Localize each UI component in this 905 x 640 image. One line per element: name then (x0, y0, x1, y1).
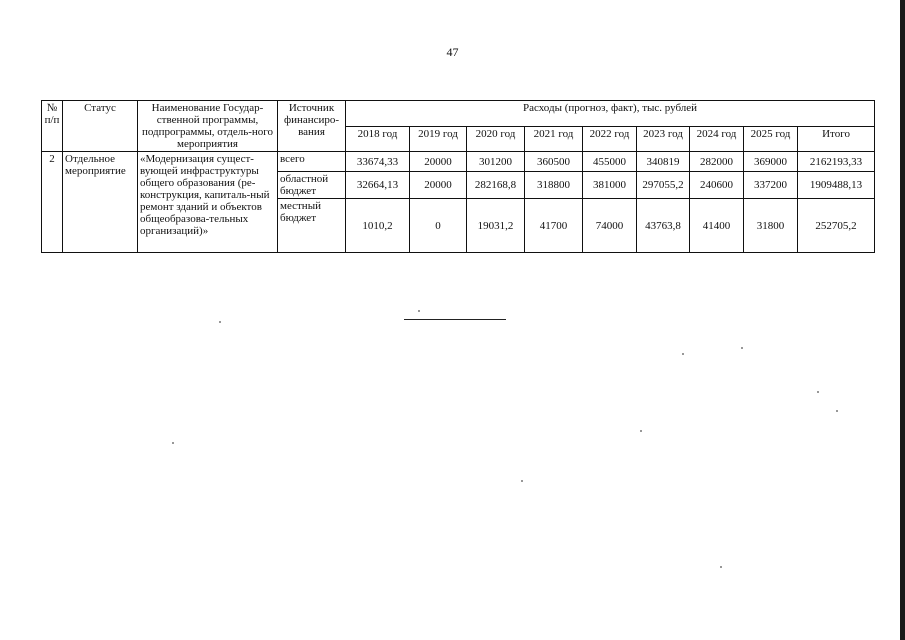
scan-right-edge (900, 0, 905, 640)
row-status: Отдельное мероприятие (63, 152, 138, 253)
header-year: 2025 год (744, 126, 798, 152)
header-expenses: Расходы (прогноз, факт), тыс. рублей (346, 101, 875, 127)
value-cell: 282168,8 (467, 172, 525, 199)
header-year: 2021 год (525, 126, 583, 152)
separator-line (404, 319, 506, 320)
header-total: Итого (798, 126, 875, 152)
header-num: № п/п (42, 101, 63, 152)
value-cell: 32664,13 (346, 172, 410, 199)
value-cell: 33674,33 (346, 152, 410, 172)
value-cell: 282000 (690, 152, 744, 172)
value-cell: 20000 (410, 152, 467, 172)
value-cell: 455000 (583, 152, 637, 172)
scan-speck (682, 353, 684, 355)
value-cell: 360500 (525, 152, 583, 172)
header-year: 2019 год (410, 126, 467, 152)
scan-speck (836, 410, 838, 412)
source-label: областной бюджет (278, 172, 346, 199)
total-cell: 252705,2 (798, 199, 875, 253)
value-cell: 43763,8 (637, 199, 690, 253)
value-cell: 297055,2 (637, 172, 690, 199)
value-cell: 301200 (467, 152, 525, 172)
scan-speck (418, 310, 420, 312)
table-row (42, 152, 875, 172)
value-cell: 74000 (583, 199, 637, 253)
header-status: Статус (63, 101, 138, 152)
row-num: 2 (42, 152, 63, 253)
value-cell: 340819 (637, 152, 690, 172)
scan-speck (172, 442, 174, 444)
scan-speck (640, 430, 642, 432)
value-cell: 381000 (583, 172, 637, 199)
header-year: 2024 год (690, 126, 744, 152)
header-year: 2020 год (467, 126, 525, 152)
value-cell: 318800 (525, 172, 583, 199)
header-source: Источник финансиро-вания (278, 101, 346, 152)
page-number: 47 (446, 45, 459, 59)
header-year: 2022 год (583, 126, 637, 152)
value-cell: 337200 (744, 172, 798, 199)
scan-speck (219, 321, 221, 323)
value-cell: 31800 (744, 199, 798, 253)
value-cell: 0 (410, 199, 467, 253)
total-cell: 2162193,33 (798, 152, 875, 172)
value-cell: 19031,2 (467, 199, 525, 253)
header-row-1 (42, 101, 875, 127)
value-cell: 240600 (690, 172, 744, 199)
budget-table (41, 100, 875, 253)
scan-speck (741, 347, 743, 349)
value-cell: 369000 (744, 152, 798, 172)
header-year: 2018 год (346, 126, 410, 152)
scan-speck (817, 391, 819, 393)
source-label: местный бюджет (278, 199, 346, 253)
header-name: Наименование Государ-ственной программы, подпрограммы, отдель-ного мероприятия (138, 101, 278, 152)
source-label: всего (278, 152, 346, 172)
value-cell: 1010,2 (346, 199, 410, 253)
value-cell: 41400 (690, 199, 744, 253)
value-cell: 20000 (410, 172, 467, 199)
scan-speck (720, 566, 722, 568)
total-cell: 1909488,13 (798, 172, 875, 199)
value-cell: 41700 (525, 199, 583, 253)
row-name: «Модернизация сущест-вующей инфраструктуры общего образования (ре-конструкция, капиталь-ный ремонт зданий и объектов общеобразова-тельных организаций)» (138, 152, 278, 253)
header-year: 2023 год (637, 126, 690, 152)
scan-speck (521, 480, 523, 482)
